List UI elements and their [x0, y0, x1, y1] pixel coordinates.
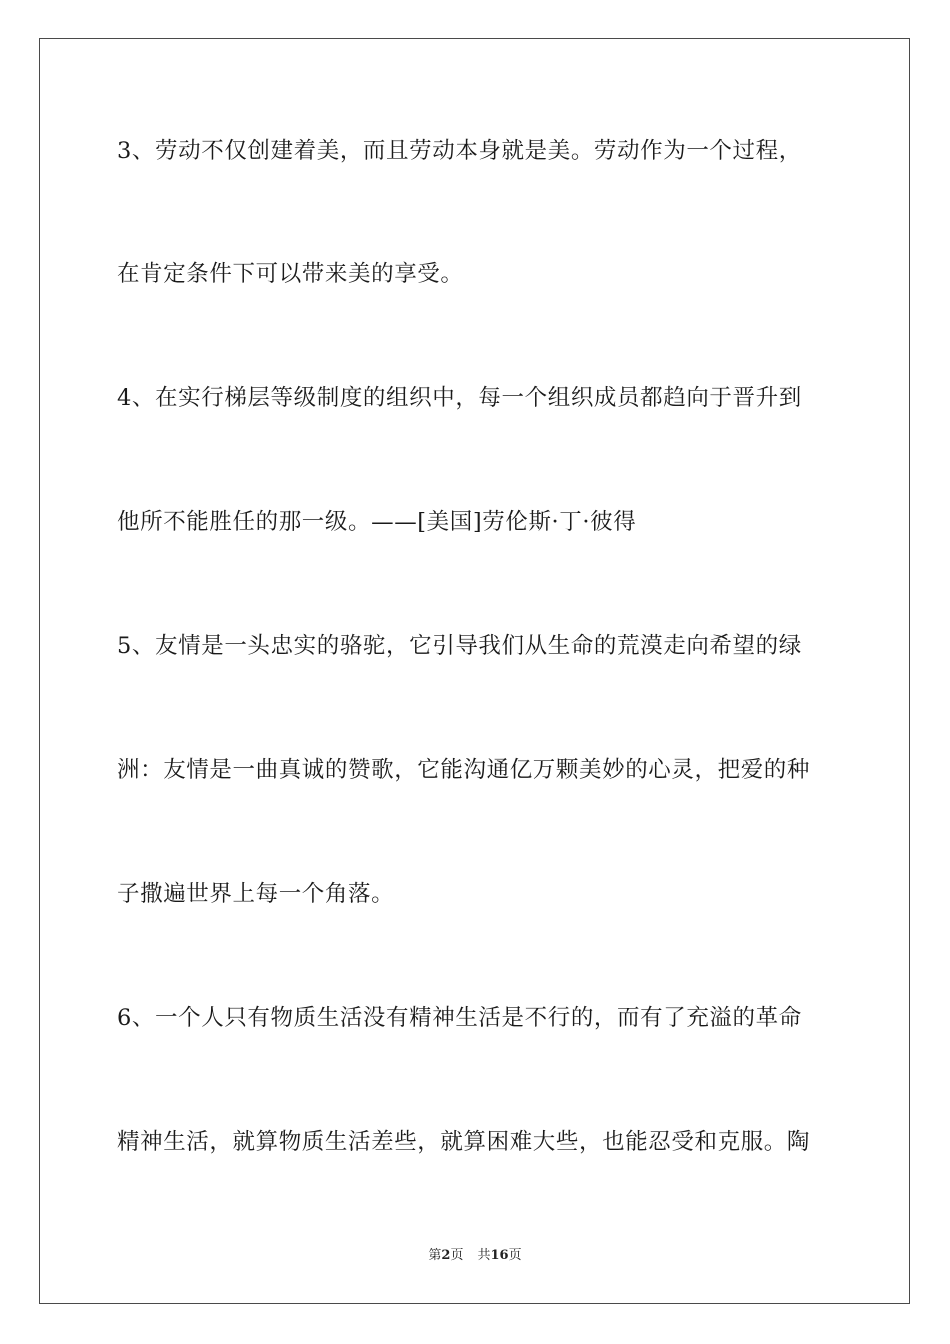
total-pages: 16: [490, 1248, 509, 1263]
text-line: 子撒遍世界上每一个角落。: [117, 881, 395, 907]
total-suffix: 页: [508, 1248, 522, 1263]
text-line: 6、一个人只有物质生活没有精神生活是不行的，而有了充溢的革命: [117, 1005, 802, 1031]
page-footer: [0, 1248, 950, 1264]
text-line: 洲：友情是一曲真诚的赞歌，它能沟通亿万颗美妙的心灵，把爱的种: [117, 757, 811, 783]
page-number: 2: [441, 1248, 451, 1263]
text-line: 5、友情是一头忠实的骆驼，它引导我们从生命的荒漠走向希望的绿: [117, 633, 802, 659]
page-suffix: 页: [450, 1248, 464, 1263]
text-line: 他所不能胜任的那一级。——[美国]劳伦斯·丁·彼得: [117, 509, 637, 535]
text-line: 3、劳动不仅创建着美，而且劳动本身就是美。劳动作为一个过程，: [117, 138, 802, 164]
text-line: 在肯定条件下可以带来美的享受。: [117, 261, 464, 287]
page-border: [39, 38, 910, 1304]
total-prefix: 共: [477, 1248, 491, 1263]
page-prefix: 第: [428, 1248, 442, 1263]
text-line: 精神生活，就算物质生活差些，就算困难大些，也能忍受和克服。陶: [117, 1129, 811, 1155]
text-line: 4、在实行梯层等级制度的组织中，每一个组织成员都趋向于晋升到: [117, 385, 802, 411]
